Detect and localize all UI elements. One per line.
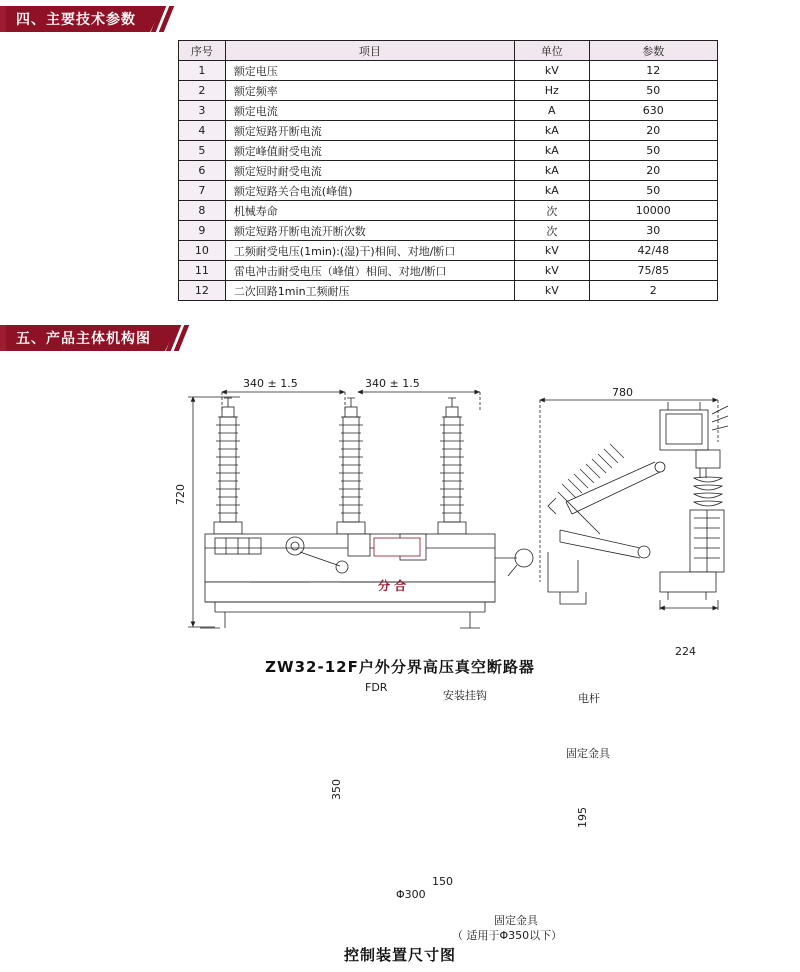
dim-pole-spacing-right — [358, 392, 480, 412]
cell-no: 6 — [179, 161, 226, 181]
cell-item: 额定峰值耐受电流 — [225, 141, 514, 161]
insulator-pole-3 — [438, 398, 466, 534]
base-support — [200, 612, 480, 628]
banner-tail-4 — [150, 6, 172, 32]
status-indicator-plate — [374, 538, 420, 556]
cell-no: 8 — [179, 201, 226, 221]
table-row — [179, 81, 718, 101]
table-row — [179, 121, 718, 141]
dim-label-780: 780 — [612, 386, 633, 399]
cell-value: 50 — [589, 141, 717, 161]
callout-fdr: FDR — [365, 681, 388, 694]
dim-label-150: 150 — [432, 875, 453, 888]
table-row — [179, 281, 718, 301]
cell-value: 50 — [589, 181, 717, 201]
cell-unit: kV — [515, 281, 590, 301]
callout-fixing-hardware-top: 固定金具 — [566, 747, 610, 760]
dim-label-224: 224 — [675, 645, 696, 658]
insulator-pole-1 — [214, 398, 242, 534]
dim-label-720: 720 — [174, 484, 187, 505]
cell-item: 二次回路1min工频耐压 — [225, 281, 514, 301]
cell-unit: kA — [515, 141, 590, 161]
dim-side-base-224 — [660, 600, 718, 610]
cell-item: 额定短路开断电流开断次数 — [225, 221, 514, 241]
cell-item: 工频耐受电压(1min):(湿)干)相间、对地/断口 — [225, 241, 514, 261]
cell-no: 5 — [179, 141, 226, 161]
cell-value: 20 — [589, 161, 717, 181]
cell-unit: kA — [515, 181, 590, 201]
table-row — [179, 241, 718, 261]
cell-value: 12 — [589, 61, 717, 81]
table-header-row — [179, 41, 718, 61]
cell-unit: kV — [515, 61, 590, 81]
cell-unit: A — [515, 101, 590, 121]
section-banner-5 — [0, 325, 165, 351]
terminal-hook — [495, 549, 533, 576]
cell-no: 7 — [179, 181, 226, 201]
table-row — [179, 221, 718, 241]
cell-unit: Hz — [515, 81, 590, 101]
cell-unit: 次 — [515, 201, 590, 221]
cell-value: 30 — [589, 221, 717, 241]
cell-unit: kA — [515, 121, 590, 141]
control-note: （ 适用于Φ350以下） — [452, 929, 563, 942]
cell-value: 42/48 — [589, 241, 717, 261]
dim-label-350: 350 — [330, 779, 343, 800]
banner-tail-5 — [165, 325, 187, 351]
cell-no: 2 — [179, 81, 226, 101]
cell-no: 11 — [179, 261, 226, 281]
dim-label-340-left: 340 ± 1.5 — [243, 377, 298, 390]
main-drawing-caption: ZW32-12F户外分界高压真空断路器 — [265, 658, 535, 676]
cell-no: 9 — [179, 221, 226, 241]
cell-value: 50 — [589, 81, 717, 101]
callout-mounting-hook: 安装挂钩 — [443, 689, 487, 702]
dim-label-diameter-300: Φ300 — [396, 888, 426, 901]
table-row — [179, 261, 718, 281]
table-row — [179, 201, 718, 221]
cell-unit: kA — [515, 161, 590, 181]
control-drawing-caption: 控制装置尺寸图 — [343, 946, 456, 964]
cell-no: 10 — [179, 241, 226, 261]
dim-label-340-right: 340 ± 1.5 — [365, 377, 420, 390]
col-header-value: 参数 — [589, 41, 717, 61]
table-row — [179, 141, 718, 161]
cell-unit: kV — [515, 241, 590, 261]
cell-no: 12 — [179, 281, 226, 301]
col-header-unit: 单位 — [515, 41, 590, 61]
table-row — [179, 181, 718, 201]
side-view-assembly — [548, 402, 728, 604]
breaker-body — [205, 534, 495, 612]
callout-pole: 电杆 — [578, 692, 600, 705]
table-row — [179, 101, 718, 121]
cell-value: 75/85 — [589, 261, 717, 281]
cell-item: 额定频率 — [225, 81, 514, 101]
cell-unit: 次 — [515, 221, 590, 241]
col-header-item: 项目 — [225, 41, 514, 61]
cell-unit: kV — [515, 261, 590, 281]
cell-item: 机械寿命 — [225, 201, 514, 221]
cell-value: 10000 — [589, 201, 717, 221]
cell-item: 额定电压 — [225, 61, 514, 81]
table-row — [179, 61, 718, 81]
section-banner-4 — [0, 6, 150, 32]
section-title-5: 五、产品主体机构图 — [6, 325, 165, 351]
callout-fixing-hardware-bottom: 固定金具 — [494, 914, 538, 927]
cell-no: 3 — [179, 101, 226, 121]
spec-table — [178, 40, 718, 301]
cell-value: 20 — [589, 121, 717, 141]
cell-item: 雷电冲击耐受电压（峰值）相间、对地/断口 — [225, 261, 514, 281]
indicator-label: 分 合 — [378, 579, 407, 593]
cell-item: 额定短时耐受电流 — [225, 161, 514, 181]
cell-value: 630 — [589, 101, 717, 121]
insulator-pole-2 — [337, 398, 365, 534]
dim-pole-spacing-left — [222, 392, 345, 412]
dim-label-195: 195 — [576, 807, 589, 828]
cell-no: 4 — [179, 121, 226, 141]
cell-value: 2 — [589, 281, 717, 301]
section-title-4: 四、主要技术参数 — [6, 6, 150, 32]
cell-item: 额定短路关合电流(峰值) — [225, 181, 514, 201]
col-header-no: 序号 — [179, 41, 226, 61]
cell-item: 额定短路开断电流 — [225, 121, 514, 141]
cell-no: 1 — [179, 61, 226, 81]
table-row — [179, 161, 718, 181]
cell-item: 额定电流 — [225, 101, 514, 121]
